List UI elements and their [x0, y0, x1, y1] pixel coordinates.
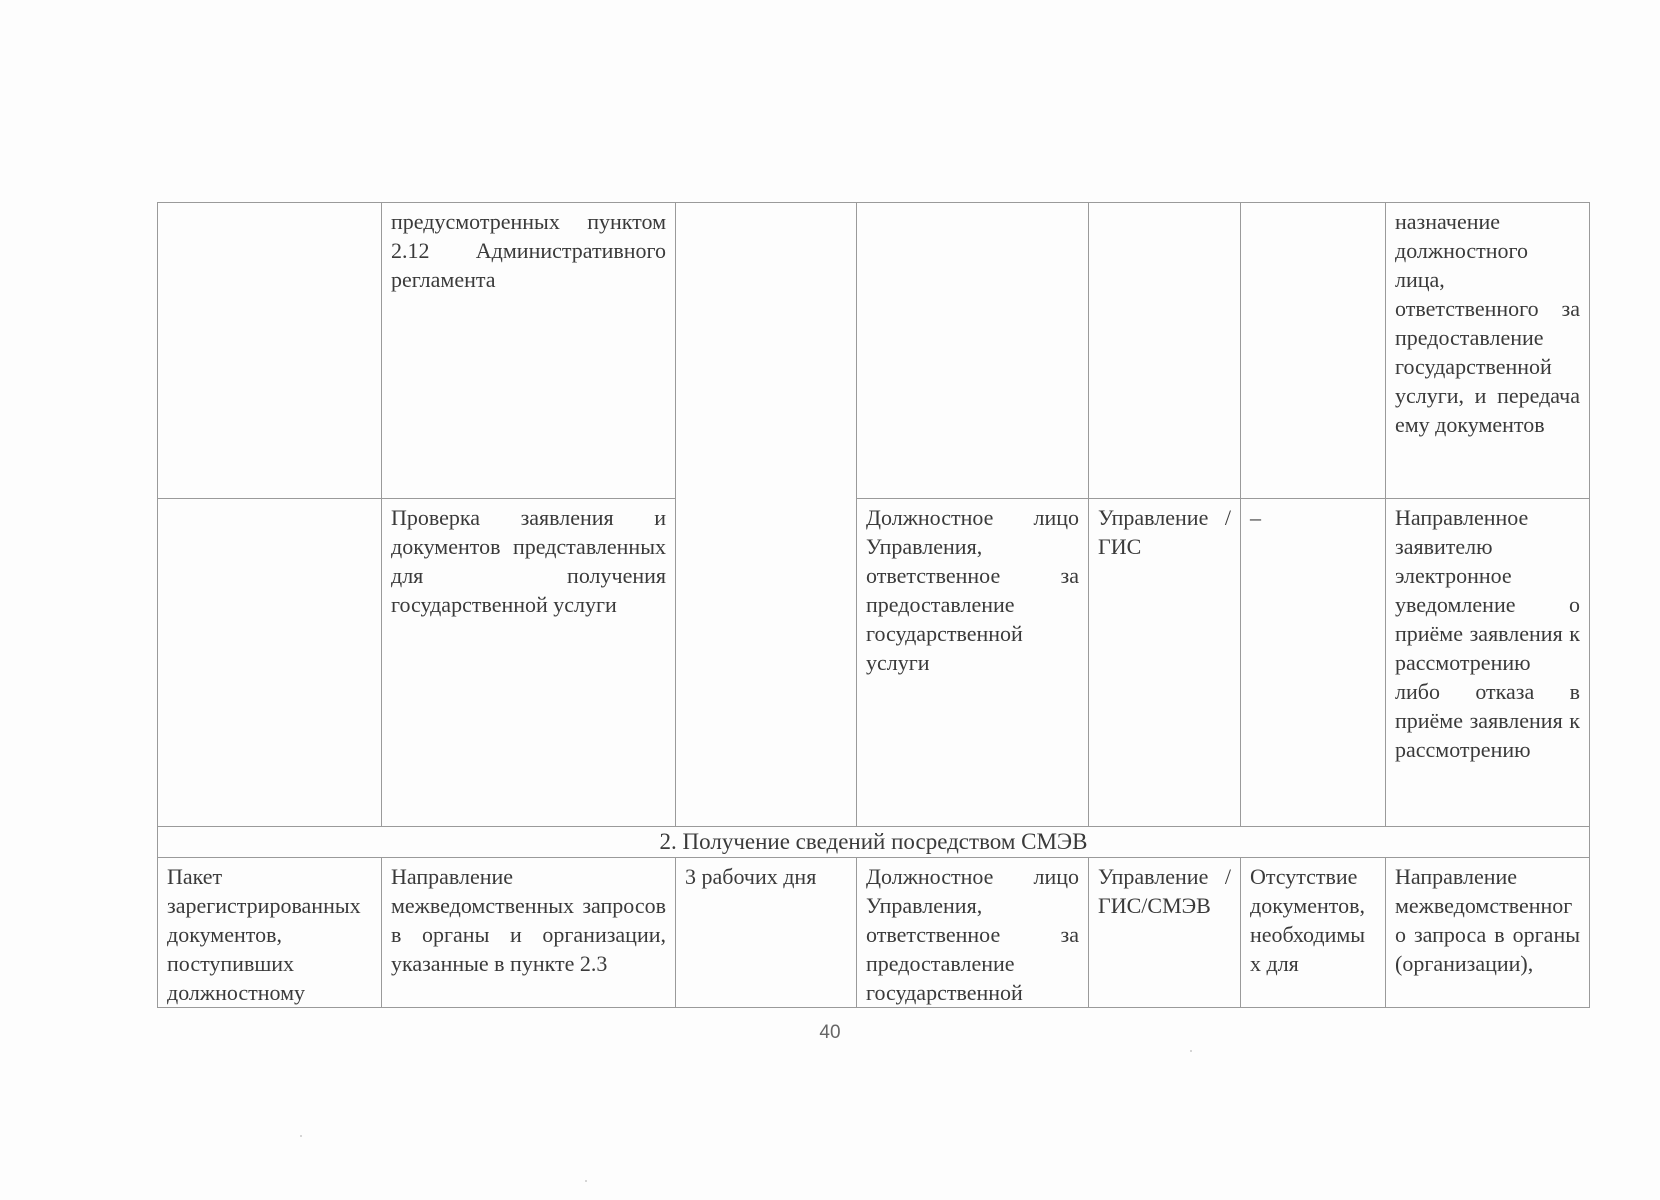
section-header-row — [158, 827, 1590, 858]
table-cell: Пакет зарегистрированных документов, поступивших должностному — [158, 858, 382, 1008]
table-cell — [158, 203, 382, 499]
table-cell: Управление /ГИС/СМЭВ — [1089, 858, 1241, 1008]
table-cell — [676, 203, 857, 827]
section-title: 2. Получение сведений посредством СМЭВ — [158, 827, 1590, 858]
table-cell: – — [1241, 499, 1386, 827]
table-row — [158, 203, 1590, 499]
table-cell: Проверка заявления и документов представленных для получения государственной услуги — [382, 499, 676, 827]
table-cell — [158, 499, 382, 827]
table-cell: Должностное лицо Управления, ответственное за предоставление государственной услуги — [857, 499, 1089, 827]
process-table — [157, 202, 1590, 1008]
scan-speck — [1190, 1050, 1192, 1052]
scan-speck — [585, 1180, 587, 1182]
page-number: 40 — [819, 1022, 841, 1043]
table-cell: 3 рабочих дня — [676, 858, 857, 1008]
table-cell: Направление межведомственного запроса в органы (организации), — [1386, 858, 1590, 1008]
table-cell — [1241, 203, 1386, 499]
table-row — [158, 499, 1590, 827]
table-cell: Направленное заявителю электронное уведомление о приёме заявления к рассмотрению либо отказа в приёме заявления к рассмотрению — [1386, 499, 1590, 827]
table-cell: Должностное лицо Управления, ответственное за предоставление государственной — [857, 858, 1089, 1008]
table-cell: назначение должностного лица, ответственного за предоставление государственной услуги, и передача ему документов — [1386, 203, 1590, 499]
table-cell — [857, 203, 1089, 499]
table-row — [158, 858, 1590, 1008]
table-cell — [1089, 203, 1241, 499]
table-cell: Отсутствие документов, необходимых для — [1241, 858, 1386, 1008]
table-cell: Управление / ГИС — [1089, 499, 1241, 827]
scan-speck — [300, 1135, 302, 1137]
table-cell: предусмотренных пунктом 2.12 Административного регламента — [382, 203, 676, 499]
table-cell: Направление межведомственных запросов в органы и организации, указанные в пункте 2.3 — [382, 858, 676, 1008]
